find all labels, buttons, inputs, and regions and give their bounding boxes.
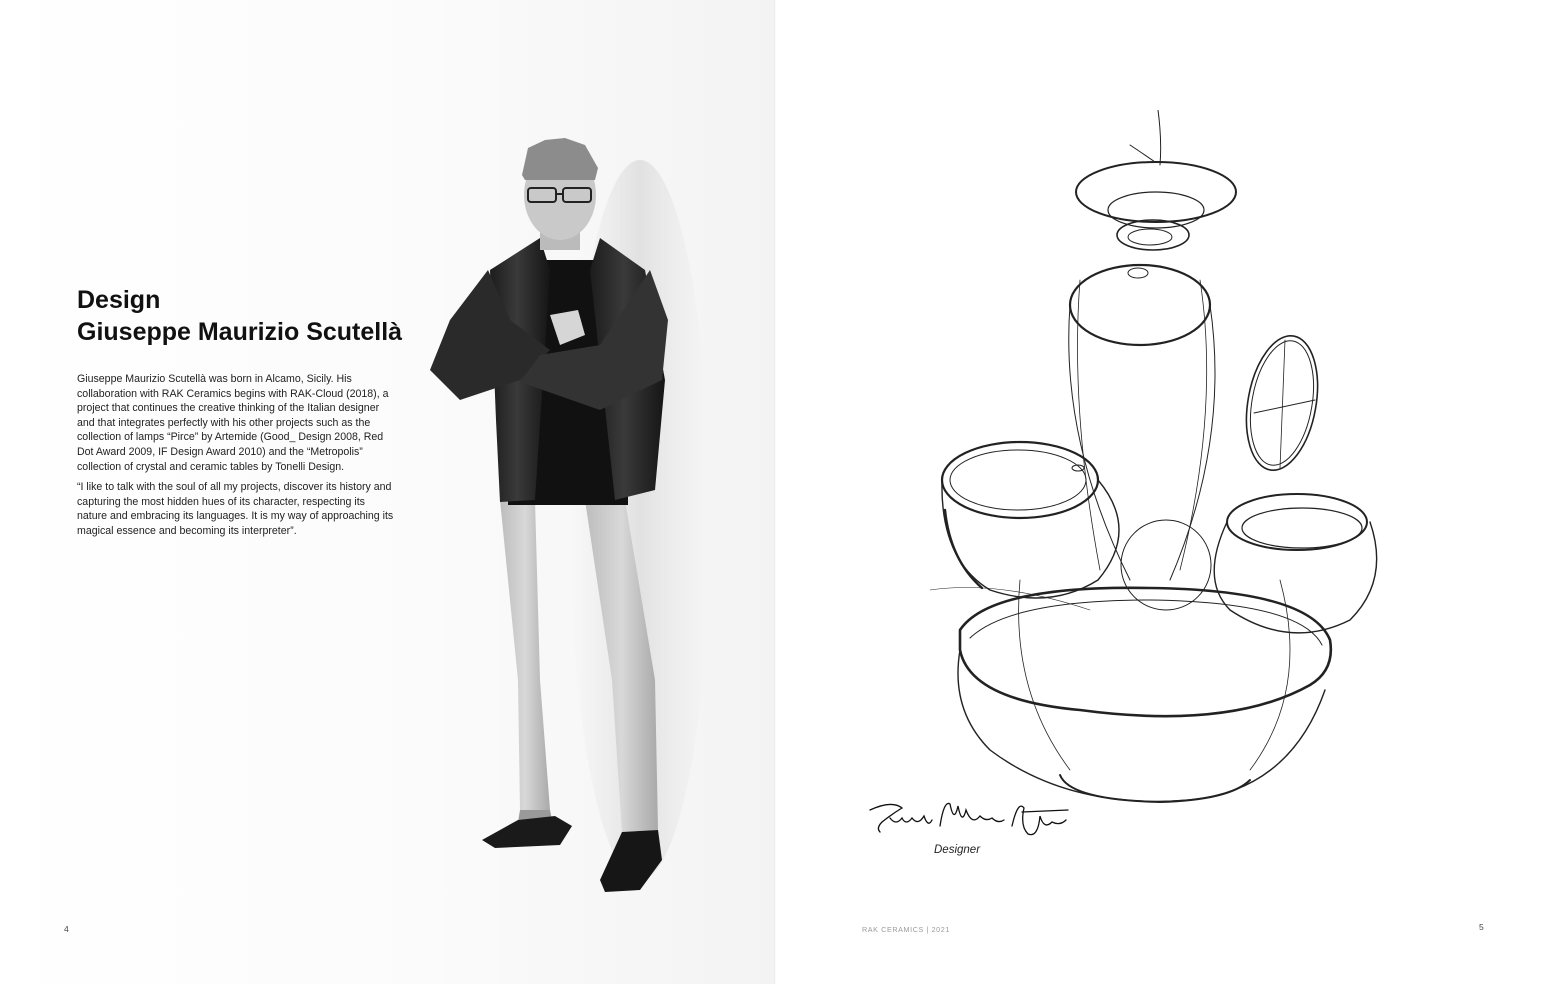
- page-number-right: 5: [1479, 922, 1484, 932]
- page-number-left: 4: [64, 924, 69, 934]
- page-spine: [774, 0, 776, 984]
- bio-paragraph: Giuseppe Maurizio Scutellà was born in Alcamo, Sicily. His collaboration with RAK Ceramics begins with RAK-Cloud (2018), a project that continues the creative thinking of the Italian designer and that integrates perfectly with his other projects such as the collection of lamps “Pirce” by Artemide (Good_ Design 2008, Red Dot Award 2009, IF Design Award 2010) and the “Metropolis” collection of crystal and ceramic tables by Tonelli Design.: [77, 373, 389, 473]
- designer-quote: “I like to talk with the soul of all my projects, discover its history and capturing the most hidden hues of its character, respecting its nature and embracing its languages. It is my way of approaching its magical essence and becoming its interpreter”.: [77, 481, 394, 537]
- title-line-design: Design: [77, 286, 161, 314]
- title-line-designer-name: Giuseppe Maurizio Scutellà: [77, 318, 403, 346]
- signature-caption: Designer: [934, 844, 981, 856]
- page-title: [77, 284, 402, 348]
- designer-bio: [77, 372, 395, 545]
- footer-label: RAK CERAMICS | 2021: [862, 925, 950, 934]
- rak-cloud-product-sketch: [930, 110, 1400, 820]
- designer-portrait-photo: [400, 120, 730, 910]
